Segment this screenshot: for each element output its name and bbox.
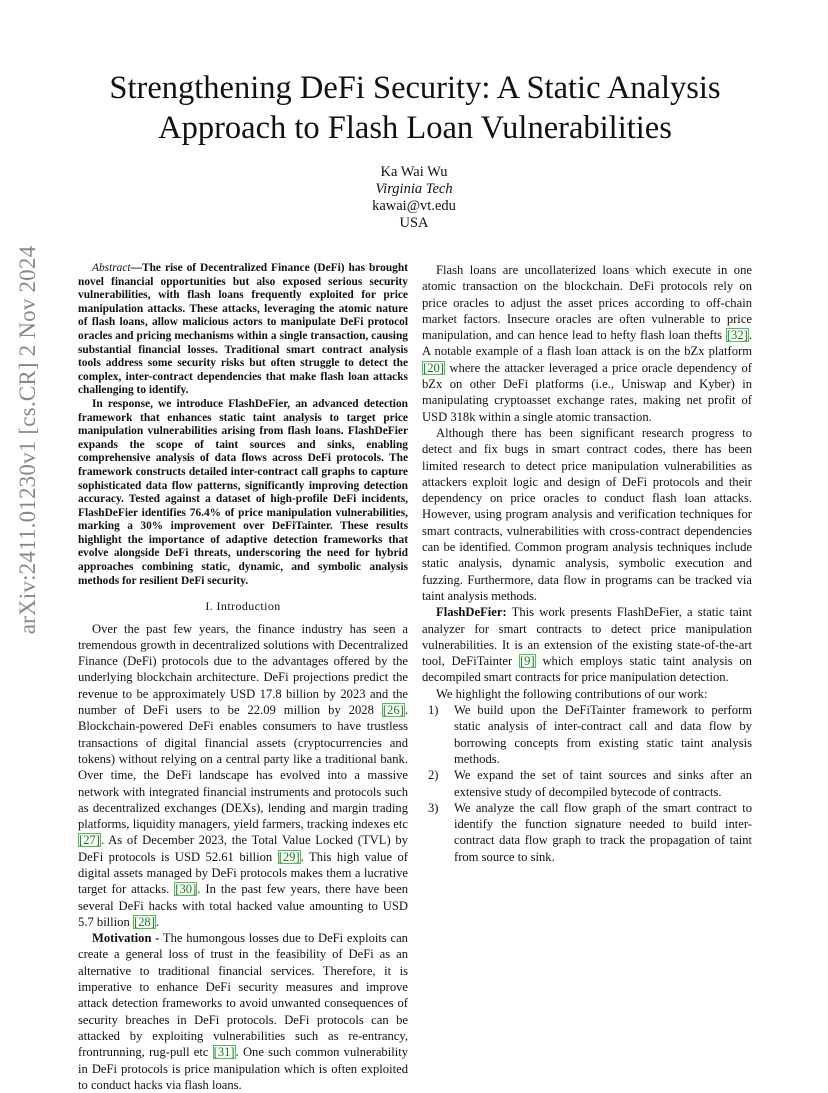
- title-line-2: Approach to Flash Loan Vulnerabilities: [158, 110, 672, 146]
- motivation-label: Motivation -: [92, 931, 160, 946]
- list-item: 1) We build upon the DeFiTainter framework to perform static analysis of inter-contract call and data flow by borrowing concepts from existing static taint analysis methods.: [428, 703, 752, 766]
- citation-32[interactable]: [32]: [726, 328, 748, 343]
- abstract-label: Abstract: [92, 262, 131, 274]
- intro-paragraph-4: Although there has been significant research progress to detect and fix bugs in smart contract codes, there has been limited research to detect price manipulation vulnerabilities as attackers exploit logic and design of DeFi protocols and their dependency on price oracles to conduct flash loan attacks. However, using program analysis and verification techniques for smart contracts, vulnerabilities with cross-contract dependencies can be identified. Common program analysis techniques include static analysis, dynamic analysis, symbolic execution and fuzzing. Furthermore, data flow in programs can be tracked via taint analysis methods.: [422, 425, 752, 603]
- citation-29[interactable]: [29]: [278, 849, 300, 864]
- citation-20[interactable]: [20]: [423, 360, 444, 375]
- author-name: Ka Wai Wu: [380, 164, 448, 180]
- list-item: 2) We expand the set of taint sources and sinks after an extensive study of decompiled bytecode of contracts.: [428, 768, 752, 799]
- citation-9[interactable]: [9]: [519, 654, 535, 669]
- citation-31[interactable]: [31]: [213, 1045, 235, 1060]
- arxiv-identifier: arXiv:2411.01230v1 [cs.CR] 2 Nov 2024: [15, 245, 40, 635]
- arxiv-sidebar-stamp: [4, 140, 52, 740]
- abstract-paragraph-2: In response, we introduce FlashDeFier, an advanced detection framework that enhances static taint analysis to target price manipulation vulnerabilities arising from flash loans. FlashDeFier expands the scope of taint sources and sinks, enabling comprehensive analysis of data flows across DeFi protocols. The framework constructs detailed inter-contract call graphs to capture sophisticated data flow patterns, significantly improving detection accuracy. Tested against a dataset of high-profile DeFi incidents, FlashDeFier identifies 76.4% of price manipulation vulnerabilities, marking a 30% improvement over DeFiTainter. These results highlight the importance of adaptive detection frameworks that evolve alongside DeFi threats, underscoring the need for hybrid approaches combining static, dynamic, and symbolic analysis methods for resilient DeFi security.: [78, 397, 408, 587]
- citation-26[interactable]: [26]: [382, 703, 404, 718]
- citation-30[interactable]: [30]: [175, 882, 197, 897]
- author-affiliation: Virginia Tech: [375, 181, 453, 197]
- intro-paragraph-3: Flash loans are uncollaterized loans which execute in one atomic transaction on the blockchain. DeFi protocols rely on price oracles to adjust the asset prices according to off-chain market factors. Insecure oracles are often vulnerable to price manipulation, and can hence lead to hefty flash loan thefts [32]. A notable example of a flash loan attack is on the bZx platform [20] where the attacker leveraged a price oracle dependency of bZx on other DeFi platforms (i.e., Uniswap and Kyber) in manipulating cryptoasset exchange rates, making net profit of USD 318k within a single atomic transaction.: [422, 263, 752, 424]
- right-column: [422, 262, 752, 865]
- citation-28[interactable]: [28]: [133, 914, 155, 929]
- paper-title: [70, 68, 760, 148]
- left-column: [78, 262, 408, 1093]
- intro-paragraph-1: Over the past few years, the finance industry has seen a tremendous growth in decentralized solutions with Decentralized Finance (DeFi) protocols due to the advantages offered by the underlying blockchain architecture. DeFi projections predict the revenue to be approximately USD 17.8 billion by 2023 and the number of DeFi users to be 22.09 million by 2028 [26]. Blockchain-powered DeFi enables consumers to have trustless transactions of digital financial assets (cryptocurrencies and tokens) without relying on a central party like a traditional bank. Over time, the DeFi landscape has evolved into a massive network with integrated financial instruments and protocols such as decentralized exchanges (DEXs), lending and margin trading platforms, liquidity managers, yield farmers, tracking indexes etc [27]. As of December 2023, the Total Value Locked (TVL) by DeFi protocols is USD 52.61 billion [29]. This high value of digital assets managed by DeFi protocols makes them a lucrative target for attacks. [30]. In the past few years, there have been several DeFi hacks with total hacked value amounting to USD 5.7 billion [28].: [78, 621, 409, 929]
- title-line-1: Strengthening DeFi Security: A Static Analysis: [109, 70, 721, 106]
- section-heading-introduction: I. Introduction: [205, 599, 281, 614]
- flashdefier-label: FlashDeFier:: [436, 605, 507, 620]
- intro-paragraph-2: Motivation - The humongous losses due to DeFi exploits can create a general loss of trust in the feasibility of DeFi as an alternative to traditional financial services. Therefore, it is imperative to enhance DeFi security measures and improve attack detection frameworks to avoid unwanted consequences of security breaches in DeFi protocols. DeFi protocols can be attacked by exploiting vulnerabilities such as re-entrancy, frontrunning, rug-pull etc [31]. One such common vulnerability in DeFi protocols is price manipulation which is often exploited to conduct hacks via flash loans.: [78, 931, 408, 1092]
- citation-27[interactable]: [27]: [79, 833, 100, 848]
- contributions-list: [422, 702, 752, 865]
- contributions-intro: We highlight the following contributions of our work:: [436, 686, 708, 701]
- author-email: kawai@vt.edu: [372, 198, 456, 214]
- list-item: 3) We analyze the call flow graph of the smart contract to identify the function signature needed to build inter-contract data flow graph to track the propagation of taint from source to sink.: [428, 800, 752, 864]
- abstract-paragraph-1: Abstract—The rise of Decentralized Finance (DeFi) has brought novel financial opportunities but also exposed serious security vulnerabilities, with flash loans frequently exploited for price manipulation attacks. These attacks, leveraging the atomic nature of flash loans, allow malicious actors to manipulate DeFi protocol oracles and pricing mechanisms within a single transaction, causing substantial financial losses. Traditional smart contract analysis tools address some security risks but often struggle to detect the complex, inter-contract dependencies that make flash loan attacks challenging to identify.: [78, 262, 408, 397]
- intro-paragraph-5: FlashDeFier: This work presents FlashDeFier, a static taint analyzer for smart contracts to detect price manipulation vulnerabilities. It is an extension of the existing state-of-the-art tool, DeFiTainter [9] which employs static taint analysis on decompiled smart contracts for price manipulation detection.: [422, 605, 752, 685]
- author-country: USA: [399, 215, 429, 231]
